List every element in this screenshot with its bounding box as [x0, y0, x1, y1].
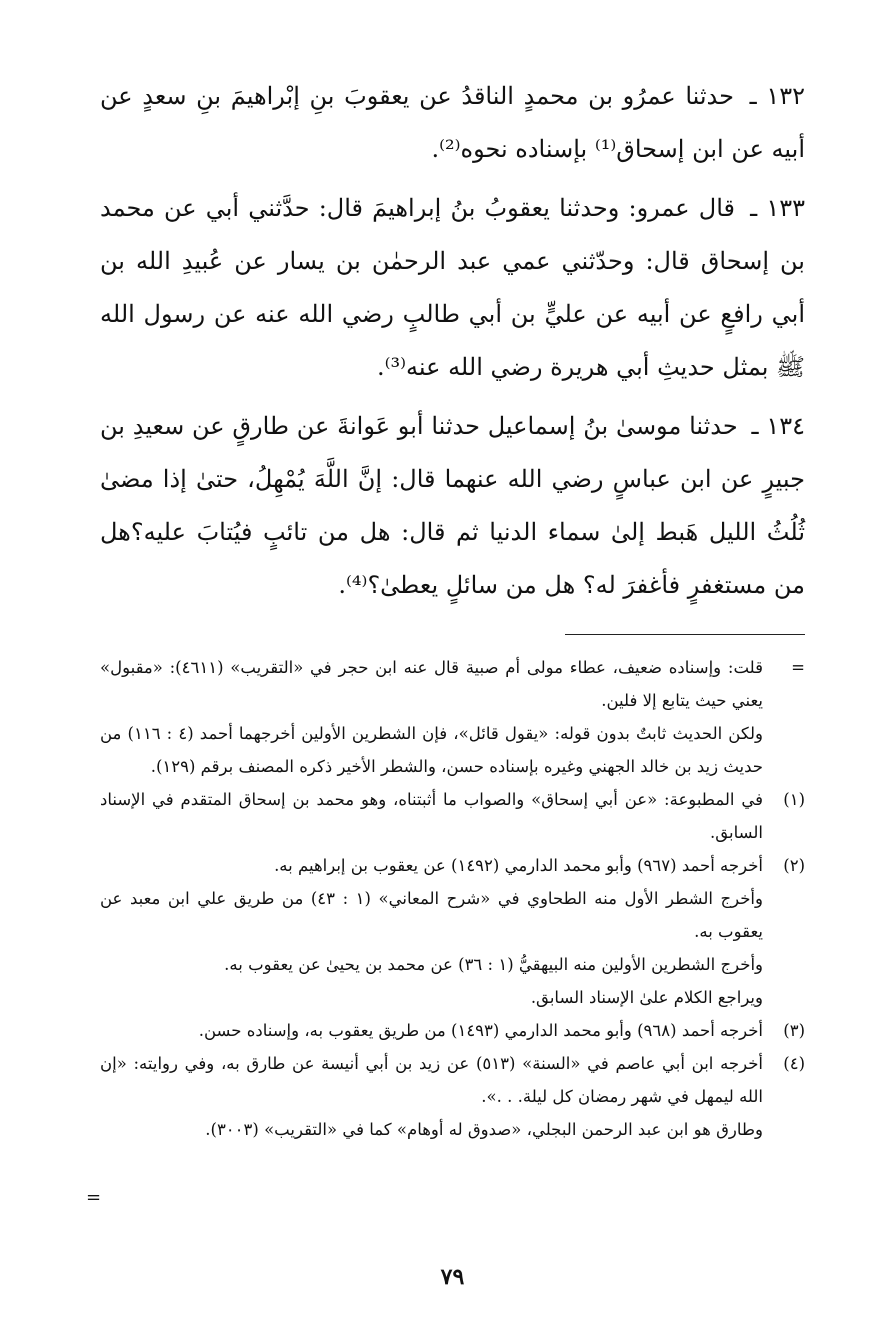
- hadith-133: [100, 182, 805, 394]
- footnotes: [100, 651, 805, 1146]
- footnote-marker: =: [791, 658, 805, 677]
- footnote-paragraph: وأخرج الشطر الأول منه الطحاوي في «شرح المعاني» (١ : ٤٣) من طريق علي ابن معبد عن يعقوب به.: [100, 889, 763, 941]
- hadith-134: [100, 400, 805, 612]
- footnote-paragraph: أخرجه ابن أبي عاصم في «السنة» (٥١٣) عن زيد بن أبي أنيسة عن طارق به، وفي روايته: «إن الله ليمهل في شهر رمضان كل ليلة. . .».: [100, 1054, 763, 1106]
- footnote-paragraph: أخرجه أحمد (٩٦٨) وأبو محمد الدارمي (١٤٩٣) من طريق يعقوب به، وإسناده حسن.: [198, 1021, 763, 1040]
- hadith-number: ١٣٢ ـ: [749, 82, 805, 110]
- page-number: ٧٩: [440, 1264, 465, 1290]
- main-text: [100, 70, 805, 612]
- footnote-paragraph: في المطبوعة: «عن أبي إسحاق» والصواب ما أثبتناه، وهو محمد بن إسحاق المتقدم في الإسناد السابق.: [100, 790, 763, 842]
- hadith-number: ١٣٣ ـ: [750, 194, 805, 222]
- footnote-continued: [100, 651, 805, 783]
- book-page: [86, 70, 806, 1290]
- hadith-132: [100, 70, 805, 176]
- footnote-paragraph: وأخرج الشطرين الأولين منه البيهقيُّ (١ : ٣٦) عن محمد بن يحيىٰ عن يعقوب به.: [224, 955, 763, 974]
- continuation-mark: =: [86, 1187, 102, 1208]
- footnote-marker: (٣): [783, 1021, 805, 1040]
- hadith-text: حدثنا موسىٰ بنُ إسماعيل حدثنا أبو عَوانةَ عن طارقٍ عن سعيدِ بن جبيرٍ عن ابن عباسٍ رضي الله عنهما قال: إنَّ اللَّهَ يُمْهِلُ، حتىٰ إذا مضىٰ ثُلُثُ الليل هَبط إلىٰ سماء الدنيا ثم قال: هل من تائبٍ فيُتابَ عليه؟هل من مستغفرٍ فأغفرَ له؟ هل من سائلٍ يعطىٰ؟⁽⁴⁾.: [100, 412, 805, 599]
- footnote-marker: (١): [783, 790, 805, 809]
- footnote-marker: (٤): [783, 1054, 805, 1073]
- footnote-marker: (٢): [783, 856, 805, 875]
- footnote-paragraph: قلت: وإسناده ضعيف، عطاء مولى أم صبية قال عنه ابن حجر في «التقريب» (٤٦١١): «مقبول» يعني حيث يتابع إلا فلين.: [100, 658, 763, 710]
- footnote-4: [100, 1047, 805, 1146]
- footnote-2: [100, 849, 805, 1014]
- footnote-paragraph: ويراجع الكلام علىٰ الإسناد السابق.: [530, 988, 763, 1007]
- footnote-paragraph: وطارق هو ابن عبد الرحمن البجلي، «صدوق له أوهام» كما في «التقريب» (٣٠٠٣).: [205, 1120, 763, 1139]
- footnote-1: [100, 783, 805, 849]
- hadith-number: ١٣٤ ـ: [751, 412, 806, 440]
- footnote-paragraph: أخرجه أحمد (٩٦٧) وأبو محمد الدارمي (١٤٩٢) عن يعقوب بن إبراهيم به.: [274, 856, 763, 875]
- footnote-separator: [565, 634, 805, 635]
- hadith-text: قال عمرو: وحدثنا يعقوبُ بنُ إبراهيمَ قال: حدَّثني أبي عن محمد بن إسحاق قال: وحدّثني عمي عبد الرحمٰن بن يسار عن عُبيدِ الله بن أبي رافعٍ عن أبيه عن عليٍّ بن أبي طالبٍ رضي الله عنه عن رسول الله ﷺ بمثل حديثِ أبي هريرة رضي الله عنه⁽³⁾.: [100, 194, 805, 381]
- hadith-text: حدثنا عمرُو بن محمدٍ الناقدُ عن يعقوبَ بنِ إبْراهيمَ بنِ سعدٍ عن أبيه عن ابن إسحاق⁽¹⁾ بإسناده نحوه⁽²⁾.: [100, 82, 805, 163]
- footnote-3: [100, 1014, 805, 1047]
- footnote-paragraph: ولكن الحديث ثابتٌ بدون قوله: «يقول قائل»، فإن الشطرين الأولين أخرجهما أحمد (٤ : ١١٦) من حديث زيد بن خالد الجهني وغيره بإسناده حسن، والشطر الأخير ذكره المصنف برقم (١٢٩).: [100, 724, 763, 776]
